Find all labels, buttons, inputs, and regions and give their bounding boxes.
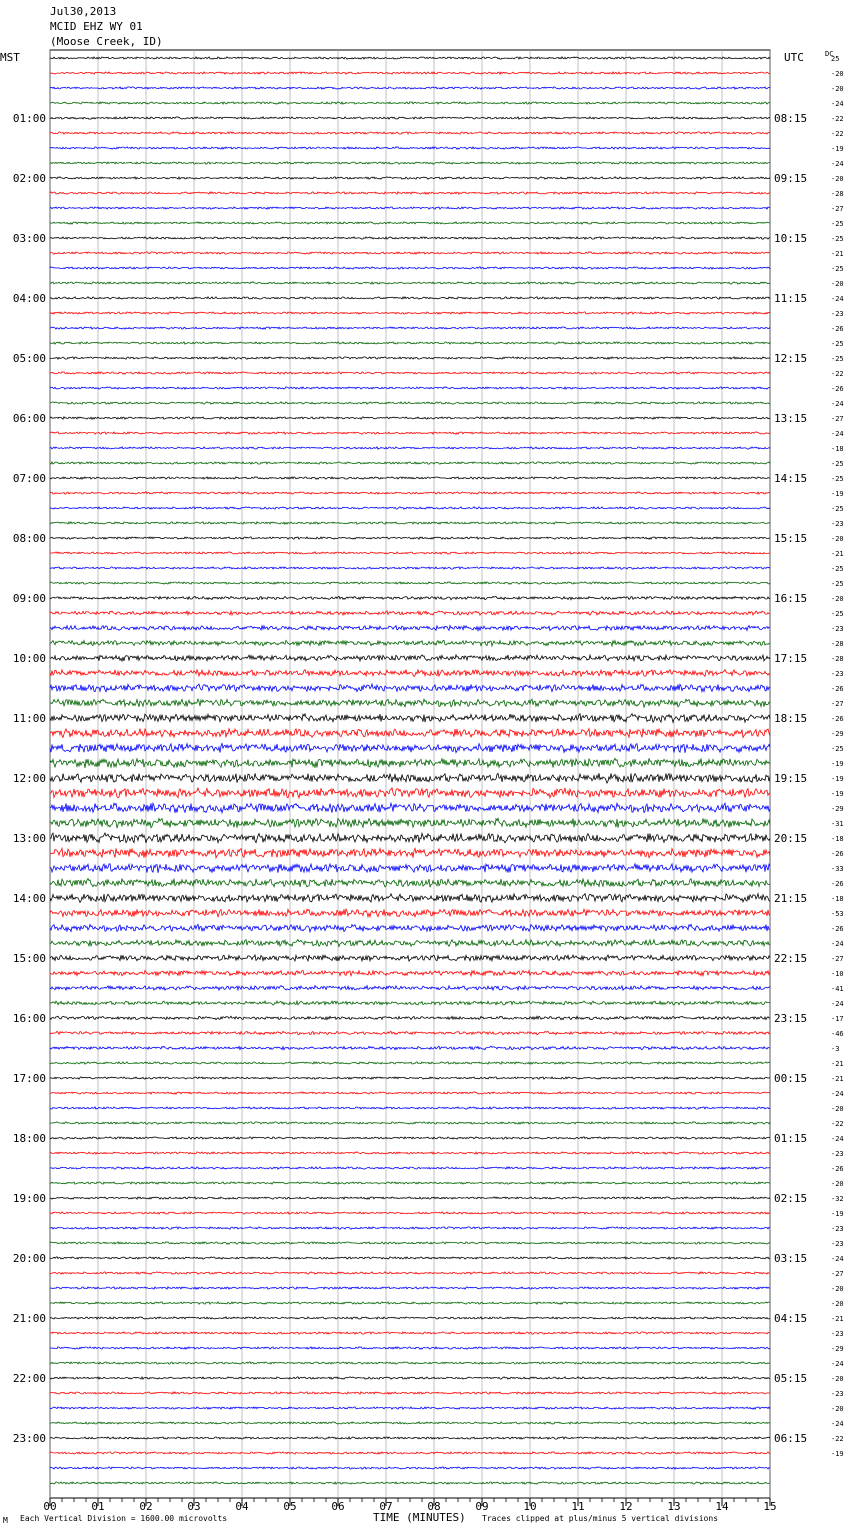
trace-line-89 (50, 1377, 770, 1379)
dc-offset-label: -41 (831, 985, 844, 993)
utc-hour-label: 18:15 (774, 712, 808, 725)
dc-offset-label: -21 (831, 250, 844, 258)
mst-hour-label: 16:00 (12, 1012, 46, 1025)
dc-offset-label: -24 (831, 295, 844, 303)
trace-line-50 (50, 788, 770, 798)
dc-offset-label: -10 (831, 970, 844, 978)
dc-offset-label: -32 (831, 1195, 844, 1203)
dc-offset-label: -25 (831, 610, 844, 618)
mst-hour-label: 21:00 (12, 1312, 46, 1325)
utc-hour-label: 13:15 (774, 412, 808, 425)
x-tick-label: 01 (91, 1500, 105, 1513)
mst-hour-label: 07:00 (12, 472, 46, 485)
mst-hour-label: 13:00 (12, 832, 46, 845)
trace-line-45 (50, 714, 770, 723)
trace-line-53 (50, 833, 770, 843)
dc-offset-label: -20 (831, 1375, 844, 1383)
dc-offset-label: -19 (831, 775, 844, 783)
x-tick-label: 06 (331, 1500, 345, 1513)
mst-hour-label: 01:00 (12, 112, 46, 125)
trace-line-5 (50, 117, 770, 119)
dc-offset-label: -29 (831, 730, 844, 738)
axis-labels (13, 55, 844, 1513)
utc-hour-label: 08:15 (774, 112, 808, 125)
mst-hour-label: 10:00 (12, 652, 46, 665)
trace-line-83 (50, 1287, 770, 1289)
dc-offset-label: -23 (831, 1225, 844, 1233)
trace-line-58 (50, 909, 770, 917)
trace-line-21 (50, 357, 770, 359)
dc-offset-label: -53 (831, 910, 844, 918)
trace-line-16 (50, 282, 770, 284)
trace-line-34 (50, 552, 770, 554)
dc-offset-label: -25 (831, 565, 844, 573)
trace-line-44 (50, 699, 770, 707)
trace-line-84 (50, 1302, 770, 1304)
trace-line-6 (50, 132, 770, 134)
trace-line-69 (50, 1077, 770, 1079)
dc-offset-label: -21 (831, 1060, 844, 1068)
mst-hour-label: 05:00 (12, 352, 46, 365)
dc-offset-label: -27 (831, 205, 844, 213)
trace-line-86 (50, 1332, 770, 1334)
dc-offset-label: -20 (831, 280, 844, 288)
trace-line-4 (50, 102, 770, 104)
scale-note: Each Vertical Division = 1600.00 microvolts (20, 1514, 228, 1523)
dc-offset-label: -31 (831, 820, 844, 828)
trace-line-3 (50, 87, 770, 89)
trace-line-47 (50, 744, 770, 753)
trace-line-93 (50, 1437, 770, 1439)
x-tick-label: 11 (571, 1500, 585, 1513)
trace-line-19 (50, 327, 770, 329)
dc-offset-label: -18 (831, 895, 844, 903)
trace-line-35 (50, 567, 770, 569)
x-tick-label: 15 (763, 1500, 777, 1513)
dc-offset-label: -18 (831, 835, 844, 843)
mst-hour-label: 15:00 (12, 952, 46, 965)
dc-offset-label: -24 (831, 1000, 844, 1008)
mst-hour-label: 06:00 (12, 412, 46, 425)
trace-line-85 (50, 1317, 770, 1319)
trace-line-41 (50, 655, 770, 661)
trace-line-38 (50, 611, 770, 615)
mst-hour-label: 04:00 (12, 292, 46, 305)
plot-frame (50, 50, 770, 1498)
x-tick-label: 04 (235, 1500, 249, 1513)
utc-hour-label: 21:15 (774, 892, 808, 905)
dc-offset-label: 25 (831, 55, 840, 63)
x-tick-label: 12 (619, 1500, 633, 1513)
plot-date: Jul30,2013 (50, 5, 117, 18)
trace-line-33 (50, 537, 770, 539)
trace-line-32 (50, 522, 770, 524)
trace-line-7 (50, 147, 770, 149)
dc-offset-label: -18 (831, 445, 844, 453)
dc-offset-label: -3 (831, 1045, 840, 1053)
mst-hour-label: 20:00 (12, 1252, 46, 1265)
trace-line-73 (50, 1137, 770, 1139)
dc-offset-label: -19 (831, 490, 844, 498)
dc-offset-label: -17 (831, 1015, 844, 1023)
footer-mark: M (3, 1516, 8, 1525)
mst-hour-label: 12:00 (12, 772, 46, 785)
trace-line-79 (50, 1227, 770, 1229)
utc-hour-label: 12:15 (774, 352, 808, 365)
trace-line-78 (50, 1212, 770, 1214)
trace-line-94 (50, 1452, 770, 1454)
dc-offset-label: -19 (831, 145, 844, 153)
utc-hour-label: 09:15 (774, 172, 808, 185)
dc-offset-label: -25 (831, 745, 844, 753)
trace-line-1 (50, 57, 770, 59)
dc-offset-label: -26 (831, 880, 844, 888)
dc-offset-label: -20 (831, 1300, 844, 1308)
trace-line-40 (50, 640, 770, 646)
utc-hour-label: 19:15 (774, 772, 808, 785)
dc-offset-label: -26 (831, 325, 844, 333)
mst-hour-label: 23:00 (12, 1432, 46, 1445)
mst-hour-label: 08:00 (12, 532, 46, 545)
utc-hour-label: 22:15 (774, 952, 808, 965)
dc-offset-label: -21 (831, 550, 844, 558)
mst-hour-label: 17:00 (12, 1072, 46, 1085)
utc-hour-label: 11:15 (774, 292, 808, 305)
trace-line-17 (50, 297, 770, 299)
trace-line-70 (50, 1092, 770, 1094)
trace-line-95 (50, 1467, 770, 1469)
trace-line-81 (50, 1257, 770, 1259)
dc-offset-label: -23 (831, 520, 844, 528)
dc-offset-label: -33 (831, 865, 844, 873)
mst-hour-label: 14:00 (12, 892, 46, 905)
trace-line-92 (50, 1422, 770, 1424)
trace-line-31 (50, 507, 770, 509)
dc-offset-label: -29 (831, 1345, 844, 1353)
dc-offset-label: -20 (831, 85, 844, 93)
mst-hour-label: 03:00 (12, 232, 46, 245)
trace-line-39 (50, 626, 770, 631)
x-tick-label: 00 (43, 1500, 57, 1513)
x-tick-label: 07 (379, 1500, 393, 1513)
trace-line-11 (50, 207, 770, 209)
trace-line-82 (50, 1272, 770, 1274)
dc-offset-label: -26 (831, 715, 844, 723)
dc-offset-label: -27 (831, 415, 844, 423)
trace-line-57 (50, 894, 770, 903)
dc-offset-label: -19 (831, 760, 844, 768)
dc-offset-label: -24 (831, 1255, 844, 1263)
trace-line-18 (50, 312, 770, 314)
x-tick-label: 14 (715, 1500, 729, 1513)
dc-offset-label: -25 (831, 265, 844, 273)
dc-offset-label: -25 (831, 580, 844, 588)
trace-line-29 (50, 477, 770, 479)
trace-line-52 (50, 818, 770, 828)
trace-line-96 (50, 1482, 770, 1484)
trace-line-24 (50, 402, 770, 404)
trace-line-55 (50, 864, 770, 873)
utc-hour-label: 00:15 (774, 1072, 808, 1085)
trace-line-74 (50, 1152, 770, 1154)
dc-offset-label: -20 (831, 1285, 844, 1293)
dc-offset-label: -23 (831, 310, 844, 318)
dc-offset-label: -21 (831, 1315, 844, 1323)
dc-offset-label: -24 (831, 430, 844, 438)
utc-hour-label: 16:15 (774, 592, 808, 605)
mst-hour-label: 11:00 (12, 712, 46, 725)
trace-line-60 (50, 940, 770, 947)
dc-offset-label: -23 (831, 1150, 844, 1158)
dc-offset-label: -20 (831, 175, 844, 183)
dc-offset-label: -22 (831, 1120, 844, 1128)
dc-offset-label: -25 (831, 235, 844, 243)
utc-hour-label: 02:15 (774, 1192, 808, 1205)
trace-line-63 (50, 986, 770, 991)
dc-offset-label: -25 (831, 460, 844, 468)
x-tick-label: 08 (427, 1500, 441, 1513)
trace-line-61 (50, 955, 770, 961)
trace-line-90 (50, 1392, 770, 1394)
dc-offset-label: -23 (831, 670, 844, 678)
trace-line-15 (50, 267, 770, 269)
mst-hour-label: 19:00 (12, 1192, 46, 1205)
dc-offset-label: -24 (831, 1360, 844, 1368)
mst-hour-label: 18:00 (12, 1132, 46, 1145)
trace-line-68 (50, 1062, 770, 1064)
dc-offset-label: -19 (831, 1210, 844, 1218)
dc-offset-label: -29 (831, 805, 844, 813)
clip-note: Traces clipped at plus/minus 5 vertical divisions (482, 1514, 719, 1523)
dc-offset-label: -20 (831, 1405, 844, 1413)
trace-line-12 (50, 222, 770, 224)
station-id: MCID EHZ WY 01 (50, 20, 143, 33)
trace-line-64 (50, 1001, 770, 1005)
utc-hour-label: 17:15 (774, 652, 808, 665)
trace-line-10 (50, 192, 770, 194)
dc-label: DC (825, 50, 834, 58)
dc-offset-label: -27 (831, 700, 844, 708)
utc-hour-label: 06:15 (774, 1432, 808, 1445)
trace-line-46 (50, 729, 770, 738)
trace-line-59 (50, 924, 770, 931)
trace-line-66 (50, 1031, 770, 1035)
dc-offset-label: -22 (831, 115, 844, 123)
dc-offset-label: -20 (831, 1105, 844, 1113)
trace-line-75 (50, 1167, 770, 1169)
trace-line-62 (50, 971, 770, 976)
trace-line-56 (50, 879, 770, 888)
dc-offset-label: -28 (831, 640, 844, 648)
dc-offset-label: -26 (831, 925, 844, 933)
trace-line-54 (50, 848, 770, 858)
dc-offset-label: -21 (831, 1075, 844, 1083)
dc-offset-label: -20 (831, 1180, 844, 1188)
dc-offset-label: -20 (831, 535, 844, 543)
dc-offset-label: -23 (831, 1330, 844, 1338)
utc-hour-label: 03:15 (774, 1252, 808, 1265)
dc-offset-label: -26 (831, 685, 844, 693)
dc-offset-label: -23 (831, 1240, 844, 1248)
x-tick-label: 09 (475, 1500, 489, 1513)
trace-line-43 (50, 684, 770, 692)
trace-line-36 (50, 582, 770, 584)
x-tick-label: 05 (283, 1500, 297, 1513)
dc-offset-label: -20 (831, 595, 844, 603)
dc-offset-label: -24 (831, 1090, 844, 1098)
trace-line-87 (50, 1347, 770, 1349)
trace-line-76 (50, 1182, 770, 1184)
trace-line-9 (50, 177, 770, 179)
x-axis-title: TIME (MINUTES) (373, 1511, 466, 1524)
trace-line-91 (50, 1407, 770, 1409)
x-tick-label: 02 (139, 1500, 153, 1513)
trace-line-51 (50, 803, 770, 813)
trace-line-8 (50, 162, 770, 164)
utc-hour-label: 04:15 (774, 1312, 808, 1325)
dc-offset-label: -22 (831, 370, 844, 378)
trace-line-27 (50, 447, 770, 449)
utc-hour-label: 15:15 (774, 532, 808, 545)
trace-line-65 (50, 1016, 770, 1020)
trace-line-26 (50, 432, 770, 434)
dc-offset-label: -25 (831, 355, 844, 363)
dc-offset-label: -25 (831, 220, 844, 228)
dc-offset-label: -28 (831, 655, 844, 663)
x-tick-label: 03 (187, 1500, 201, 1513)
trace-line-67 (50, 1046, 770, 1050)
dc-offset-label: -25 (831, 340, 844, 348)
dc-offset-label: -24 (831, 1135, 844, 1143)
dc-offset-label: -26 (831, 385, 844, 393)
dc-offset-label: -46 (831, 1030, 844, 1038)
dc-offset-label: -27 (831, 1270, 844, 1278)
dc-offset-label: -26 (831, 1165, 844, 1173)
dc-offset-label: -23 (831, 625, 844, 633)
trace-line-80 (50, 1242, 770, 1244)
dc-offset-label: -24 (831, 1420, 844, 1428)
mst-hour-label: 02:00 (12, 172, 46, 185)
mst-axis-title: MST (0, 51, 20, 64)
dc-offset-label: -22 (831, 1435, 844, 1443)
trace-line-71 (50, 1107, 770, 1109)
trace-line-20 (50, 342, 770, 344)
dc-offset-label: -26 (831, 850, 844, 858)
dc-offset-label: -22 (831, 130, 844, 138)
dc-offset-label: -24 (831, 160, 844, 168)
utc-hour-label: 01:15 (774, 1132, 808, 1145)
dc-offset-label: -19 (831, 1450, 844, 1458)
trace-line-13 (50, 237, 770, 239)
mst-hour-label: 22:00 (12, 1372, 46, 1385)
x-tick-label: 13 (667, 1500, 681, 1513)
utc-axis-title: UTC (784, 51, 804, 64)
dc-offset-label: -25 (831, 505, 844, 513)
trace-lines (50, 57, 770, 1484)
trace-line-30 (50, 492, 770, 494)
x-tick-label: 10 (523, 1500, 537, 1513)
dc-offset-label: -24 (831, 100, 844, 108)
trace-line-48 (50, 758, 770, 768)
dc-offset-label: -19 (831, 790, 844, 798)
trace-line-23 (50, 387, 770, 389)
trace-line-49 (50, 773, 770, 783)
trace-line-88 (50, 1362, 770, 1364)
dc-offset-label: -24 (831, 400, 844, 408)
trace-line-42 (50, 670, 770, 677)
trace-line-14 (50, 252, 770, 254)
utc-hour-label: 23:15 (774, 1012, 808, 1025)
utc-hour-label: 14:15 (774, 472, 808, 485)
utc-hour-label: 10:15 (774, 232, 808, 245)
trace-line-25 (50, 417, 770, 419)
utc-hour-label: 20:15 (774, 832, 808, 845)
trace-line-77 (50, 1197, 770, 1199)
trace-line-37 (50, 596, 770, 600)
dc-offset-label: -27 (831, 955, 844, 963)
station-location: (Moose Creek, ID) (50, 35, 163, 48)
trace-line-72 (50, 1122, 770, 1124)
dc-offset-label: -23 (831, 1390, 844, 1398)
trace-line-28 (50, 462, 770, 464)
dc-offset-label: -28 (831, 190, 844, 198)
mst-hour-label: 09:00 (12, 592, 46, 605)
trace-line-22 (50, 372, 770, 374)
dc-offset-label: -20 (831, 70, 844, 78)
dc-offset-label: -25 (831, 475, 844, 483)
utc-hour-label: 05:15 (774, 1372, 808, 1385)
trace-line-2 (50, 72, 770, 74)
dc-offset-label: -24 (831, 940, 844, 948)
